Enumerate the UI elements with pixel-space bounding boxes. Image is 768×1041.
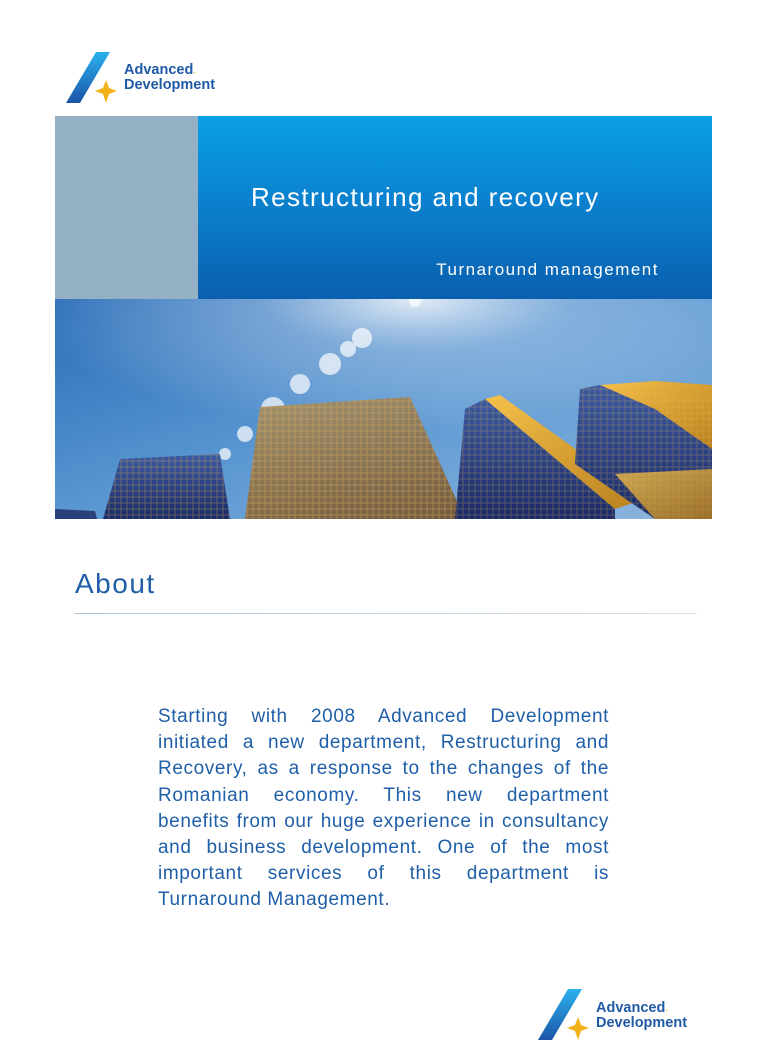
company-logo-footer: [538, 989, 687, 1041]
logo-text: Advanced. Development: [596, 1000, 688, 1031]
logo-text: Advanced. Development: [124, 62, 216, 93]
logo-line1: Advanced: [124, 62, 194, 78]
company-logo: [66, 52, 215, 104]
section-divider: [75, 613, 697, 614]
section-heading-about: About: [75, 568, 156, 599]
hero-banner: [55, 116, 712, 519]
logo-mark-icon: [538, 989, 596, 1041]
logo-line2: Development: [596, 1015, 688, 1031]
banner-subtitle: Turnaround management: [436, 260, 659, 279]
about-paragraph: Starting with 2008 Advanced Development initiated a new department, Restructuring and Recovery, as a response to the changes of the Romanian economy. This new department benefits from our huge experience in consultancy and business development. One of the most important services of this department is Turnaround Management.: [158, 706, 609, 911]
banner-title: Restructuring and recovery: [251, 182, 600, 212]
banner-title-block: [198, 116, 712, 299]
logo-line1: Advanced: [596, 1000, 666, 1016]
banner-grey-block: [55, 116, 198, 299]
skyscraper-photo: [55, 299, 712, 519]
logo-line2: Development: [124, 77, 216, 93]
logo-mark-icon: [66, 52, 124, 104]
